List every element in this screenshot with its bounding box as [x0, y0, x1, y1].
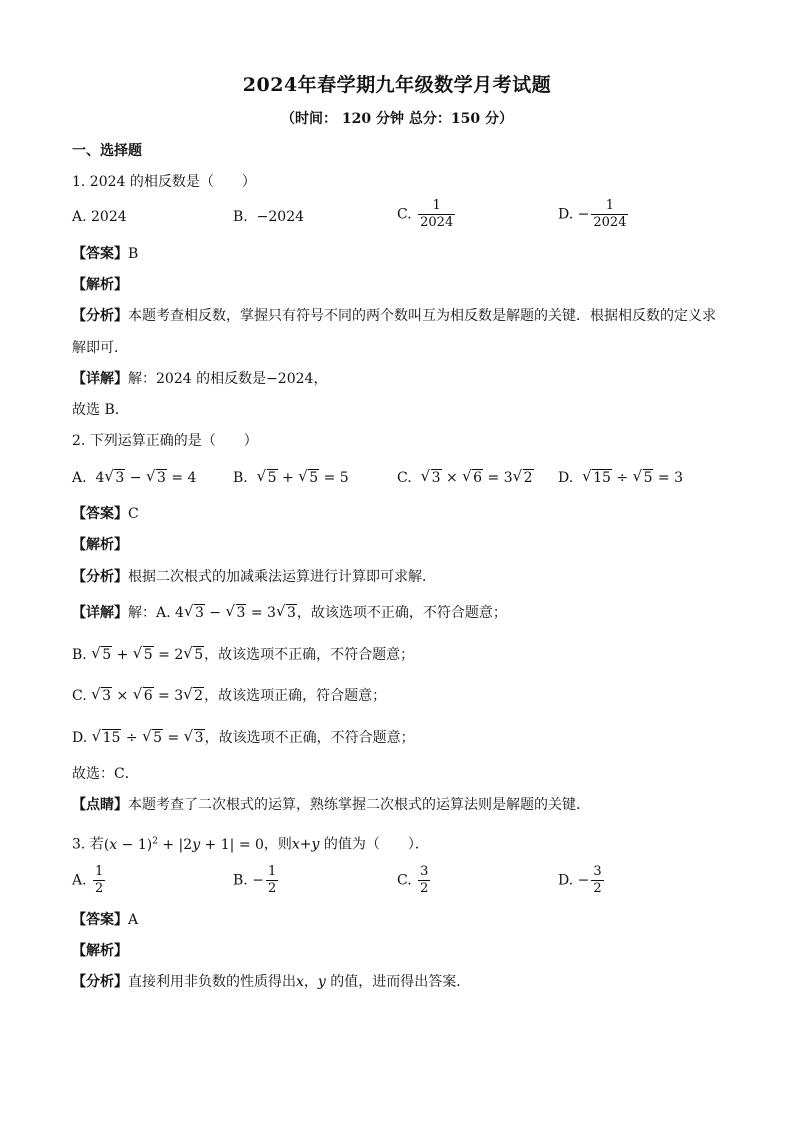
q3-c-fraction: $\frac{3}{2}$: [420, 864, 429, 896]
q1-option-b: B. −2024: [233, 209, 305, 225]
q2-answer: 【答案】C: [72, 506, 139, 522]
q2-option-b: B. √ 5 + √ 5 = 5: [233, 468, 349, 488]
q1-c-fraction: $\frac{1}{2024}$: [420, 198, 454, 230]
q2-option-d: D. √ 15 ÷ √ 5 = 3: [558, 468, 683, 488]
q3-option-a: A. $\frac{1}{2}$: [72, 864, 104, 896]
q1-option-d: D. − $\frac{1}{2024}$: [558, 198, 627, 230]
q1-xiangjie: 【详解】解：2024 的相反数是−2024，: [72, 371, 328, 387]
q2-dianjing: 【点睛】本题考查了二次根式的运算，熟练掌握二次根式的运算法则是解题的关键．: [72, 797, 590, 813]
q2-xiangjie-c: C. √ 3 × √ 6 = 3√ 2，故该选项正确，符合题意；: [72, 686, 386, 706]
q3-analysis-tag: 【解析】: [72, 943, 128, 959]
q2-option-c: C. √ 3 × √ 6 = 3√ 2: [397, 468, 534, 488]
q3-a-fraction: $\frac{1}{2}$: [95, 864, 104, 896]
q1-conclusion: 故选 B．: [72, 402, 129, 418]
q1-d-fraction: $\frac{1}{2024}$: [593, 198, 627, 230]
q3-option-d: D. − $\frac{3}{2}$: [558, 864, 602, 896]
q1-answer: 【答案】B: [72, 246, 139, 262]
q1-fenxi-cont: 解即可．: [72, 340, 128, 356]
page-title: 2024年春学期九年级数学月考试题: [242, 74, 552, 96]
q1-option-a: A. 2024: [72, 209, 127, 225]
q2-option-a: A. 4√ 3 − √ 3 = 4: [72, 468, 196, 488]
q3-answer: 【答案】A: [72, 912, 139, 928]
q3-option-b: B. − $\frac{1}{2}$: [233, 864, 277, 896]
q2-conclusion: 故选：C．: [72, 766, 139, 782]
q1-fenxi: 【分析】本题考查相反数，掌握只有符号不同的两个数叫互为相反数是解题的关键．根据相反数的定义求: [72, 308, 716, 324]
q2-xiangjie-a: 【详解】解：A. 4√ 3 − √ 3 = 3√ 3，故该选项不正确，不符合题意；: [72, 603, 507, 623]
q1-option-c: C. $\frac{1}{2024}$: [397, 198, 454, 230]
q2-fenxi: 【分析】根据二次根式的加减乘法运算进行计算即可求解．: [72, 569, 436, 585]
q2-xiangjie-b: B. √ 5 + √ 5 = 2√ 5，故该选项不正确，不符合题意；: [72, 645, 414, 665]
q3-fenxi: 【分析】直接利用非负数的性质得出x，y 的值，进而得出答案．: [72, 974, 471, 990]
q2-xiangjie-d: D. √ 15 ÷ √ 5 = √ 3，故该选项不正确，不符合题意；: [72, 728, 415, 748]
q3-stem: 3. 若$(x - 1)^2 + |2y + 1| = 0$，则x+y 的值为（ ）．: [72, 836, 429, 853]
q3-option-c: C. $\frac{3}{2}$: [397, 864, 429, 896]
section-heading: 一、选择题: [72, 143, 142, 159]
q1-analysis-tag: 【解析】: [72, 277, 128, 293]
q3-b-fraction: $\frac{1}{2}$: [267, 864, 277, 896]
q1-stem: 1. 2024 的相反数是（ ）: [72, 174, 256, 190]
page-subtitle: （时间： 120 分钟 总分：150 分）: [281, 111, 513, 127]
q2-analysis-tag: 【解析】: [72, 537, 128, 553]
q3-d-fraction: $\frac{3}{2}$: [593, 864, 602, 896]
q2-stem: 2. 下列运算正确的是（ ）: [72, 433, 258, 449]
